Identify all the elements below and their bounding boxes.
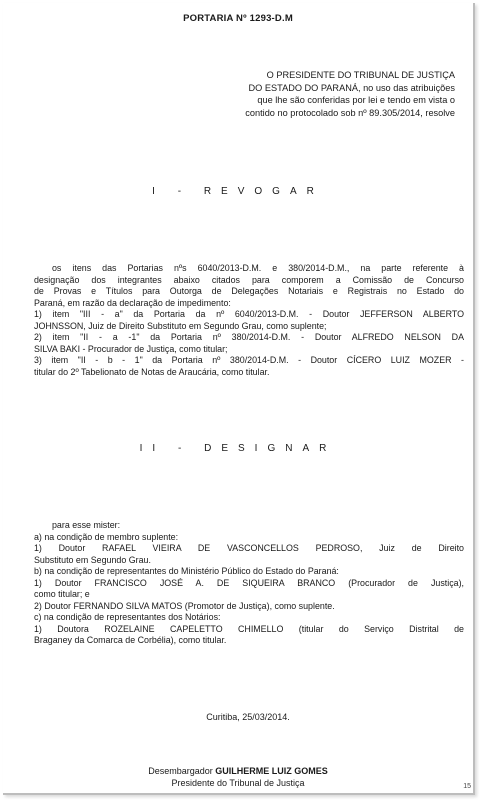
body-line: SILVA BAKI - Procurador de Justiça, como titular;	[34, 343, 228, 354]
body-line: para esse mister:	[52, 520, 121, 530]
preamble	[175, 69, 455, 119]
place-date: Curitiba, 25/03/2014.	[206, 712, 290, 722]
signer-prefix: Desembargador	[148, 766, 216, 776]
preamble-line: que lhe são conferidas por lei e tendo em vista o	[257, 95, 455, 105]
body-line: 1) item "III - a" da Portaria da nº 6040/2013-D.M. - Doutor JEFFERSON ALBERTO	[34, 309, 464, 319]
body-line: titular do 2º Tabelionato de Notas de Araucária, como titular.	[34, 366, 270, 377]
body-line: Paraná, em razão da declaração de impedimento:	[34, 297, 231, 308]
section-body-revogar	[34, 263, 464, 378]
body-line: 2) Doutor FERNANDO SILVA MATOS (Promotor de Justiça), como suplente.	[34, 600, 335, 611]
document-title: PORTARIA Nº 1293-D.M	[183, 13, 293, 24]
signer-role: Presidente do Tribunal de Justiça	[171, 777, 305, 788]
signer-line	[3, 766, 473, 778]
body-line: 2) item "II - a -1" da Portaria nº 380/2014-D.M. - Doutor ALFREDO NELSON DA	[34, 332, 464, 342]
body-line: como titular; e	[34, 589, 90, 599]
body-line: c) na condição de representantes dos Notários:	[34, 612, 221, 622]
signature-block	[3, 766, 473, 789]
section-heading-designar: II - DESIGNAR	[139, 443, 337, 454]
preamble-line: DO ESTADO DO PARANÁ, no uso das atribuições	[248, 82, 455, 93]
body-line: 1) Doutora ROZELAINE CAPELETTO CHIMELLO (titular do Serviço Distrital de	[34, 623, 464, 634]
page-number: 15	[463, 783, 471, 790]
body-line: JOHNSSON, Juiz de Direito Substituto em Segundo Grau, como suplente;	[34, 320, 327, 331]
body-line: a) na condição de membro suplente:	[34, 531, 179, 542]
body-line: 3) item "II - b - 1" da Portaria nº 380/2014-D.M. - Doutor CÍCERO LUIZ MOZER -	[34, 355, 464, 365]
body-line: Substituto em Segundo Grau.	[34, 554, 151, 565]
body-line: de Provas e Títulos para Outorga de Delegações Notariais e Registrais no Estado do	[34, 286, 464, 296]
section-body-designar	[34, 520, 464, 647]
signer-name: GUILHERME LUIZ GOMES	[215, 766, 328, 776]
body-line: 1) Doutor RAFAEL VIEIRA DE VASCONCELLOS PEDROSO, Juiz de Direito	[34, 543, 464, 553]
body-line: os itens das Portarias nºs 6040/2013-D.M. e 380/2014-D.M., na parte referente à	[52, 263, 464, 273]
section-heading-revogar: I - REVOGAR	[152, 186, 324, 197]
body-line: b) na condição de representantes do Ministério Público do Estado do Paraná:	[34, 566, 339, 576]
preamble-line: O PRESIDENTE DO TRIBUNAL DE JUSTIÇA	[266, 70, 455, 80]
document-page	[3, 3, 475, 795]
body-line: 1) Doutor FRANCISCO JOSÉ A. DE SIQUEIRA BRANCO (Procurador de Justiça),	[34, 577, 464, 588]
body-line: designação dos integrantes abaixo citados para comporem a Comissão de Concurso	[34, 274, 464, 285]
body-line: Braganey da Comarca de Corbélia), como titular.	[34, 635, 227, 645]
preamble-line: contido no protocolado sob nº 89.305/2014, resolve	[245, 107, 455, 118]
